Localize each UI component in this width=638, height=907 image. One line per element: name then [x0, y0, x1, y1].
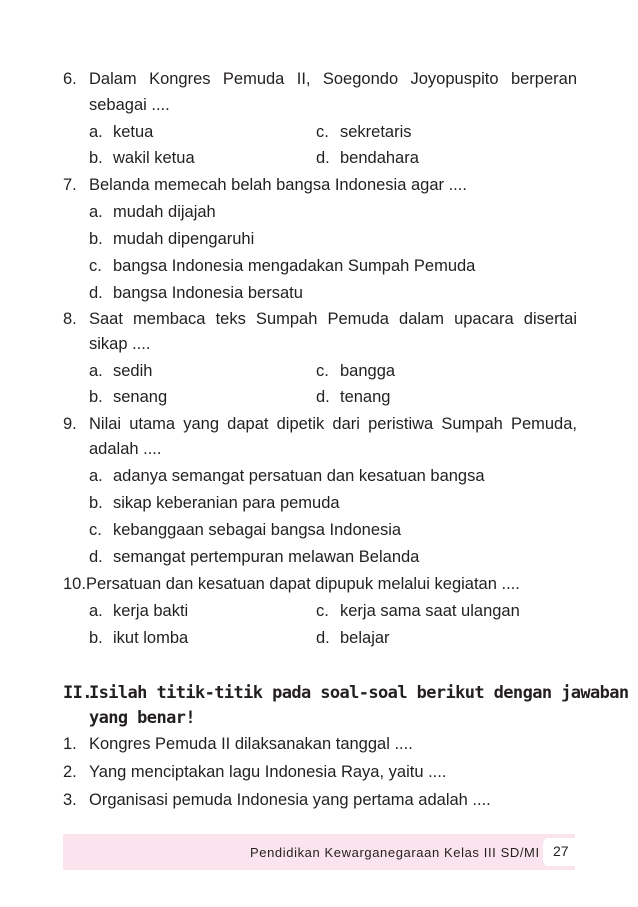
option-6b — [89, 145, 195, 171]
option-text: kerja bakti — [113, 602, 189, 620]
question-7-text: Belanda memecah belah bangsa Indonesia agar .... — [89, 176, 467, 194]
option-text: adanya semangat persatuan dan kesatuan bangsa — [113, 467, 485, 485]
option-10a — [89, 598, 188, 624]
option-text: bangga — [340, 362, 396, 380]
question-8-text-line1: Saat membaca teks Sumpah Pemuda dalam upacara disertai — [89, 310, 577, 328]
option-7c — [89, 253, 475, 279]
option-9c — [89, 517, 401, 543]
question-number: 7. — [63, 176, 77, 194]
question-8-text-line2: sikap .... — [89, 335, 151, 353]
item-text: Yang menciptakan lagu Indonesia Raya, yaitu .... — [89, 763, 447, 781]
question-6-text-line1: Dalam Kongres Pemuda II, Soegondo Joyopuspito berperan — [89, 70, 577, 88]
option-text: mudah dijajah — [113, 203, 216, 221]
question-number: 9. — [63, 415, 77, 433]
option-7d — [89, 280, 303, 306]
option-text: ketua — [113, 123, 154, 141]
option-text: ikut lomba — [113, 629, 189, 647]
question-number: 8. — [63, 310, 77, 328]
option-8a — [89, 358, 152, 384]
option-10b — [89, 625, 188, 651]
question-7 — [63, 172, 577, 198]
section-2-heading — [63, 680, 629, 706]
question-9-text-line2: adalah .... — [89, 440, 162, 458]
option-7b — [89, 226, 254, 252]
option-text: tenang — [340, 388, 391, 406]
option-letter: b. — [89, 494, 103, 512]
section-heading-line1: Isilah titik-titik pada soal-soal berikut dengan jawaban — [89, 683, 629, 703]
option-9d — [89, 544, 419, 570]
option-text: semangat pertempuran melawan Belanda — [113, 548, 420, 566]
option-text: wakil ketua — [113, 149, 195, 167]
option-letter: c. — [316, 602, 329, 620]
fill-item-2 — [63, 759, 577, 785]
option-8c — [316, 358, 395, 384]
option-text: belajar — [340, 629, 390, 647]
item-number: 1. — [63, 735, 77, 753]
option-text: sikap keberanian para pemuda — [113, 494, 340, 512]
option-letter: a. — [89, 467, 103, 485]
question-10-text: Persatuan dan kesatuan dapat dipupuk melalui kegiatan .... — [85, 575, 520, 593]
option-letter: b. — [89, 230, 103, 248]
option-letter: c. — [89, 521, 102, 539]
option-letter: b. — [89, 388, 103, 406]
option-letter: b. — [89, 149, 103, 167]
option-6a — [89, 119, 153, 145]
option-letter: a. — [89, 123, 103, 141]
option-letter: d. — [316, 388, 330, 406]
option-letter: d. — [316, 629, 330, 647]
option-letter: a. — [89, 602, 103, 620]
option-9b — [89, 490, 340, 516]
question-number: 6. — [63, 70, 77, 88]
option-8d — [316, 384, 390, 410]
option-letter: c. — [89, 257, 102, 275]
option-6d — [316, 145, 419, 171]
option-text: sekretaris — [340, 123, 412, 141]
option-8b — [89, 384, 167, 410]
option-9a — [89, 463, 485, 489]
option-text: bangsa Indonesia bersatu — [113, 284, 303, 302]
section-number: II. — [63, 683, 92, 703]
option-text: mudah dipengaruhi — [113, 230, 255, 248]
option-letter: d. — [316, 149, 330, 167]
fill-item-1 — [63, 731, 577, 757]
option-text: sedih — [113, 362, 153, 380]
option-letter: a. — [89, 362, 103, 380]
question-6-text-line2: sebagai .... — [89, 96, 170, 114]
question-number: 10. — [63, 575, 86, 593]
option-text: kerja sama saat ulangan — [340, 602, 520, 620]
item-text: Organisasi pemuda Indonesia yang pertama adalah .... — [89, 791, 491, 809]
question-9-text-line1: Nilai utama yang dapat dipetik dari peristiwa Sumpah Pemuda, — [89, 415, 577, 433]
item-number: 3. — [63, 791, 77, 809]
option-text: kebanggaan sebagai bangsa Indonesia — [113, 521, 402, 539]
option-text: senang — [113, 388, 168, 406]
section-heading-line2: yang benar! — [89, 708, 195, 728]
option-text: bangsa Indonesia mengadakan Sumpah Pemuda — [113, 257, 476, 275]
page-number: 27 — [553, 843, 569, 859]
question-10 — [63, 571, 577, 597]
option-letter: c. — [316, 123, 329, 141]
option-letter: d. — [89, 548, 103, 566]
option-letter: b. — [89, 629, 103, 647]
option-letter: c. — [316, 362, 329, 380]
footer-book-title: Pendidikan Kewarganegaraan Kelas III SD/MI — [250, 845, 540, 860]
option-text: bendahara — [340, 149, 419, 167]
option-letter: d. — [89, 284, 103, 302]
fill-item-3 — [63, 787, 577, 813]
item-number: 2. — [63, 763, 77, 781]
option-10c — [316, 598, 520, 624]
option-7a — [89, 199, 216, 225]
option-6c — [316, 119, 412, 145]
item-text: Kongres Pemuda II dilaksanakan tanggal .... — [89, 735, 413, 753]
option-letter: a. — [89, 203, 103, 221]
option-10d — [316, 625, 390, 651]
